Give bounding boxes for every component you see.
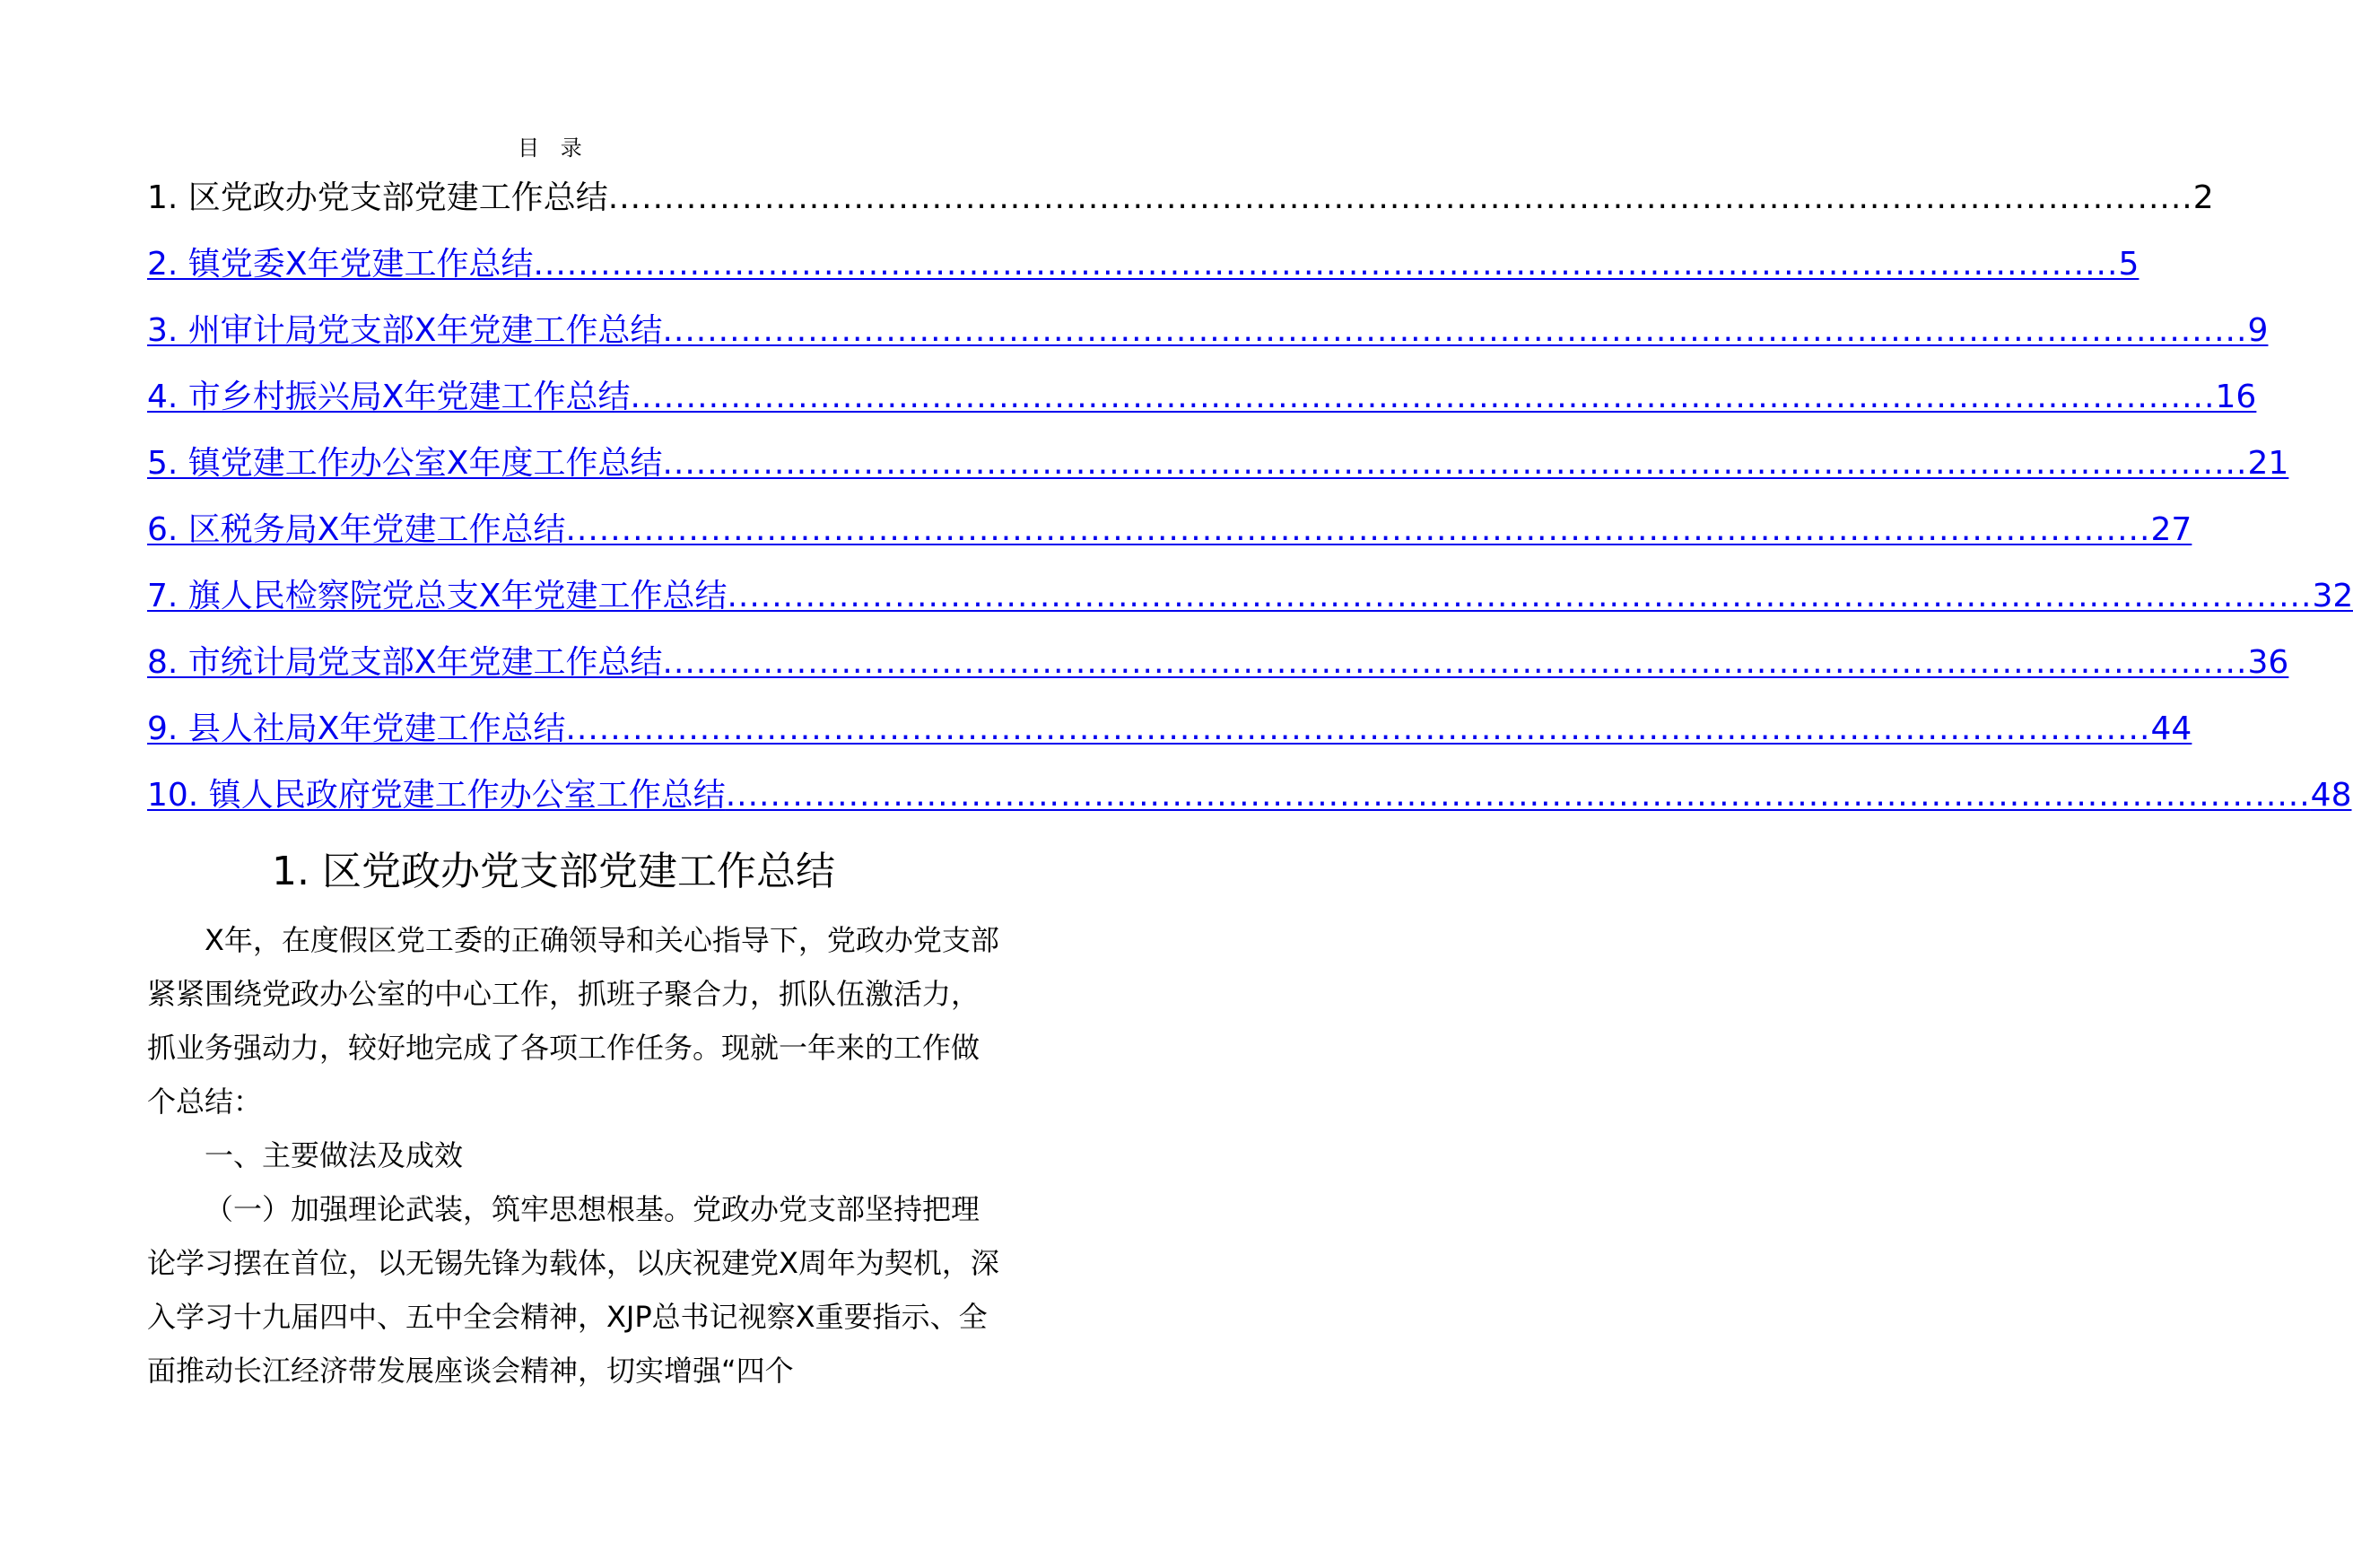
toc-entry-link[interactable]: 4. 市乡村振兴局X年党建工作总结	[147, 379, 631, 415]
toc-page-number[interactable]: 9	[2247, 312, 2269, 349]
toc-entry-link[interactable]: 3. 州审计局党支部X年党建工作总结	[147, 312, 663, 349]
toc-entry-link[interactable]: 6. 区税务局X年党建工作总结	[147, 511, 566, 548]
toc-entry-8[interactable]	[147, 617, 2289, 684]
toc-page-number[interactable]: 48	[2310, 777, 2352, 814]
toc-entry-3[interactable]	[147, 285, 2269, 352]
toc-leader-dots: ..............................................................................................................................................	[533, 246, 2119, 283]
toc-entry-link[interactable]: 2. 镇党委X年党建工作总结	[147, 246, 534, 283]
toc-entry-link[interactable]: 5. 镇党建工作办公室X年度工作总结	[147, 445, 663, 482]
toc-leader-dots: ..............................................................................................................................................	[662, 445, 2248, 482]
toc-entry-6[interactable]	[147, 484, 2192, 551]
toc-page-number[interactable]: 36	[2247, 644, 2289, 681]
toc-entry-link[interactable]: 10. 镇人民政府党建工作办公室工作总结	[147, 777, 726, 814]
body-paragraph: X年，在度假区党工委的正确领导和关心指导下，党政办党支部紧紧围绕党政办公室的中心工作，抓班子聚合力，抓队伍激活力，抓业务强动力，较好地完成了各项工作任务。现就一年来的工作做个总结：	[147, 923, 999, 1119]
toc-leader-dots: ..............................................................................................................................................	[565, 710, 2151, 747]
section-heading: 一、主要做法及成效	[205, 1138, 464, 1172]
toc-leader-dots: ..............................................................................................................................................	[662, 644, 2248, 681]
toc-page-number: 2	[2192, 179, 2214, 216]
toc-title: 目 录	[518, 135, 589, 161]
article-body	[147, 913, 999, 1398]
toc-leader-dots: ..............................................................................................................................................	[725, 777, 2311, 814]
toc-leader-dots: ..............................................................................................................................................	[662, 312, 2248, 349]
toc-leader-dots: ..............................................................................................................................................	[727, 578, 2313, 614]
toc-entry-text: 1. 区党政办党支部党建工作总结	[147, 179, 608, 216]
toc-entry-2[interactable]	[147, 219, 2139, 285]
toc-page-number[interactable]: 27	[2150, 511, 2192, 548]
toc-page-number[interactable]: 5	[2118, 246, 2139, 283]
toc-page-number[interactable]: 21	[2247, 445, 2289, 482]
toc-entry-10[interactable]	[147, 750, 2352, 816]
toc-entry-7[interactable]	[147, 551, 2353, 617]
toc-leader-dots: ..............................................................................................................................................	[630, 379, 2216, 415]
body-paragraph: （一）加强理论武装，筑牢思想根基。党政办党支部坚持把理论学习摆在首位，以无锡先锋为载体，以庆祝建党X周年为契机，深入学习十九届四中、五中全会精神，XJP总书记视察X重要指示、全面推动长江经济带发展座谈会精神，切实增强“四个	[147, 1192, 999, 1388]
toc-entry-link[interactable]: 8. 市统计局党支部X年党建工作总结	[147, 644, 663, 681]
toc-page-number[interactable]: 32	[2312, 578, 2353, 614]
toc-entry-9[interactable]	[147, 684, 2192, 750]
toc-entry-link[interactable]: 9. 县人社局X年党建工作总结	[147, 710, 566, 747]
toc-leader-dots: ..............................................................................................................................................	[565, 511, 2151, 548]
toc-page-number[interactable]: 16	[2215, 379, 2257, 415]
toc-entry-5[interactable]	[147, 418, 2289, 484]
article-heading: 1. 区党政办党支部党建工作总结	[272, 849, 835, 894]
table-of-contents	[147, 169, 2353, 816]
toc-entry-4[interactable]	[147, 352, 2257, 418]
toc-page-number[interactable]: 44	[2150, 710, 2192, 747]
toc-entry-1[interactable]	[147, 169, 2214, 219]
toc-entry-link[interactable]: 7. 旗人民检察院党总支X年党建工作总结	[147, 578, 728, 614]
toc-leader-dots: ..............................................................................................................................................	[607, 179, 2193, 216]
